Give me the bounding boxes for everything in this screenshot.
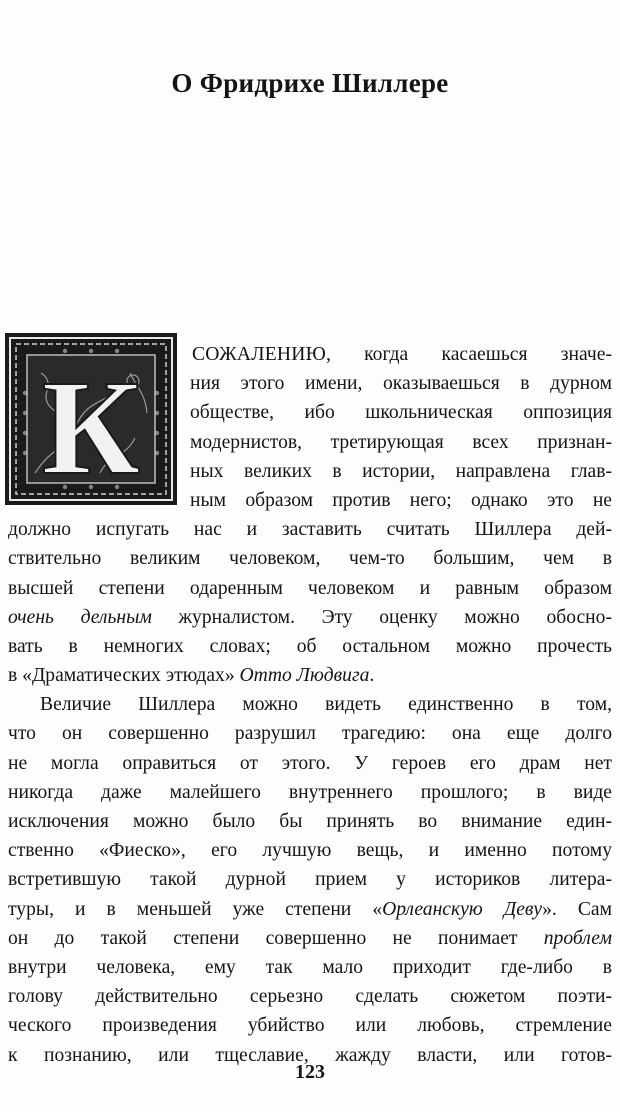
text-line-rest: журналистом. Эту оценку можно обосно- (151, 606, 612, 628)
text-line: исключения можно было бы принять во внимание един- (8, 811, 612, 832)
paragraph-2 (8, 690, 612, 1069)
italic-phrase: очень дельным (8, 606, 152, 628)
text-line: ным образом против него; однако это не (190, 489, 612, 511)
italic-work-title: Орлеанскую Деву (382, 898, 543, 920)
text-line (8, 924, 612, 953)
text-line: ственно «Фиеско», его лучшую вещь, и именно потому (8, 840, 612, 862)
text-line (192, 340, 612, 369)
initial-word: СОЖАЛЕНИЮ (192, 344, 326, 365)
text-line: что он совершенно разрушил трагедию: она еще долго (8, 723, 612, 745)
text-line: никогда даже малейшего внутреннего прошлого; в виде (8, 781, 612, 803)
text-line-post: . (369, 665, 375, 687)
text-line: высшей степени одаренным человеком и равным образом (8, 577, 612, 599)
chapter-title: О Фридрихе Шиллере (171, 68, 449, 98)
text-line-pre: в «Драматических этюдах» (8, 665, 240, 687)
text-line: встретившую такой дурной прием у историков литера- (8, 869, 612, 891)
paragraph-1 (8, 340, 612, 690)
italic-author-name: Отто Людвига (239, 665, 370, 687)
initial-letter-glyph: К (41, 353, 141, 503)
text-line: вать в немногих словах; об остальном можно прочесть (8, 635, 612, 657)
italic-word: проблем (543, 927, 612, 949)
text-line: ных великих в истории, направлена глав- (190, 460, 612, 482)
text-line (8, 603, 612, 632)
text-line-post: ». Сам (542, 898, 612, 920)
page-number: 123 (295, 1061, 325, 1083)
text-line (8, 895, 612, 924)
text-line: ческого произведения убийство или любовь, стремление (8, 1015, 612, 1037)
text-line: модернистов, третирующая всех признан- (190, 431, 612, 453)
text-line: ствительно великим человеком, чем-то большим, чем в (8, 548, 612, 570)
text-line: голову действительно серьезно сделать сюжетом поэти- (8, 986, 612, 1008)
text-line: не могла оправиться от этого. У героев его драм нет (8, 752, 612, 774)
text-line: ния этого имени, оказываешься в дурном (190, 373, 612, 395)
text-line-pre: туры, и в меньшей уже степени « (8, 898, 383, 920)
text-line: обществе, ибо школьническая оппозиция (190, 402, 612, 424)
main-text (8, 340, 612, 1070)
text-line-rest: , когда касаешься значе- (325, 344, 612, 365)
text-line: должно испугать нас и заставить считать Шиллера дей- (8, 519, 612, 541)
text-line: внутри человека, ему так мало приходит где-либо в (8, 956, 612, 978)
text-line: к познанию, или тщеславие, жажду власти, или готов- (8, 1044, 612, 1066)
text-line (8, 661, 612, 690)
text-line-pre: он до такой степени совершенно не понимает (8, 927, 544, 949)
text-line: Величие Шиллера можно видеть единственно в том, (40, 694, 612, 716)
